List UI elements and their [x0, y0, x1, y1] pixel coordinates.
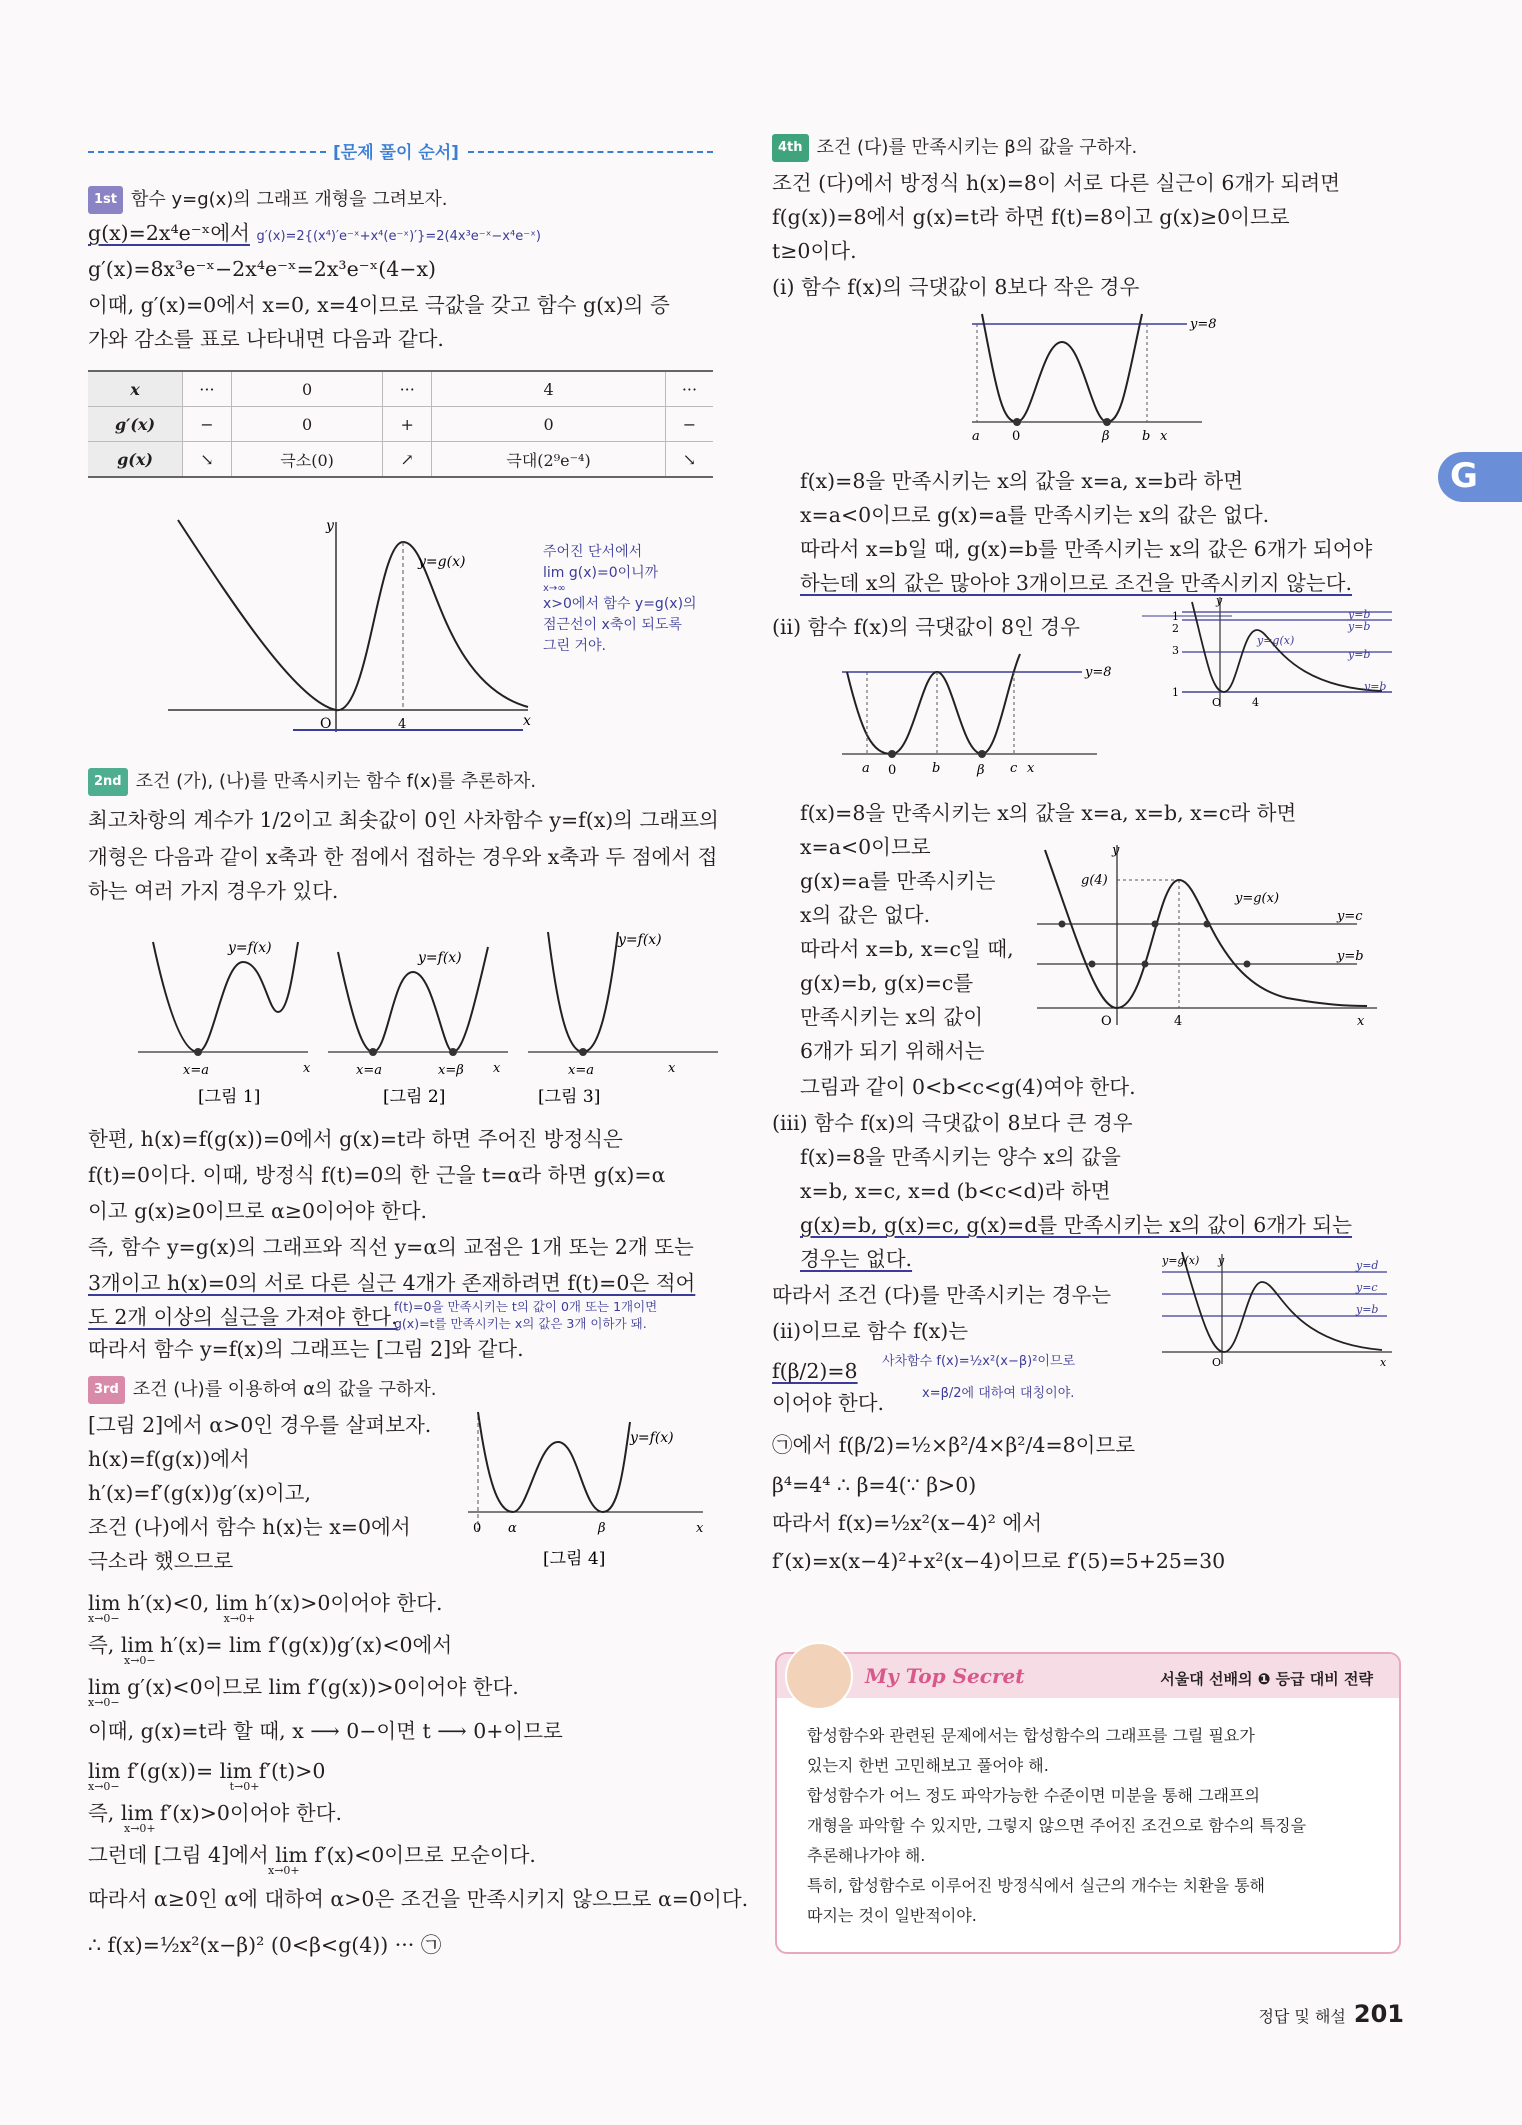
- case1-title: (i) 함수 f(x)의 극댓값이 8보다 작은 경우: [772, 275, 1140, 299]
- fig2-caption: [그림 2]: [383, 1087, 446, 1107]
- fig3-x: x: [668, 1061, 676, 1076]
- c1-x: x: [1160, 429, 1168, 444]
- e-line5: ㉠에서 f(β/2)=½×β²/4×β²/4=8이므로: [772, 1433, 1136, 1457]
- p-line3: 이고 g(x)≥0이므로 α≥0이어야 한다.: [88, 1199, 428, 1223]
- table-row: [88, 442, 713, 478]
- p-l6n2: g(x)=t를 만족시키는 x의 값은 3개 이하가 돼.: [394, 1316, 647, 1331]
- table-cell: ↗: [383, 442, 432, 478]
- s3-line5: 극소라 했으므로: [88, 1549, 234, 1573]
- fig2-xa: x=a: [356, 1063, 382, 1078]
- p-l6n1: f(t)=0을 만족시키는 t의 값이 0개 또는 1개이면: [394, 1299, 658, 1314]
- c1-y8: y=8: [1190, 317, 1217, 332]
- c2g-gx: y=g(x): [1235, 891, 1280, 906]
- s3-line8-sub: x→0−: [88, 1696, 120, 1709]
- g1-note1: 주어진 단서에서: [543, 544, 643, 560]
- g1-note4: 점근선이 x축이 되도록: [543, 617, 682, 633]
- case1-graph: [972, 312, 1252, 447]
- c2-line7: 만족시키는 x의 값이: [800, 1005, 984, 1029]
- s3-line2: h(x)=f(g(x))에서: [88, 1447, 250, 1471]
- e-l3: f(β/2)=8: [772, 1359, 858, 1383]
- secret-line1: 합성함수와 관련된 문제에서는 합성함수의 그래프를 그릴 필요가: [807, 1726, 1255, 1745]
- figure-4: [458, 1402, 718, 1582]
- c3-line1: f(x)=8을 만족시키는 양수 x의 값을: [800, 1145, 1121, 1169]
- c1-line2: x=a<0이므로 g(x)=a를 만족시키는 x의 값은 없다.: [800, 503, 1270, 527]
- mini-o: O: [1212, 696, 1222, 709]
- mini-yb2: y=b: [1348, 620, 1371, 633]
- c2-line9: 그림과 같이 0<b<c<g(4)여야 한다.: [800, 1075, 1136, 1099]
- secret-line5: 추론해나가야 해.: [807, 1846, 926, 1865]
- s2-line2: 개형은 다음과 같이 x축과 한 점에서 접하는 경우와 x축과 두 점에서 접: [88, 845, 718, 869]
- e-line1: 따라서 조건 (다)를 만족시키는 경우는: [772, 1283, 1112, 1307]
- mini-n1: 1: [1172, 610, 1179, 623]
- table-row: [88, 371, 713, 407]
- table-cell: g′(x): [88, 407, 183, 442]
- c2-line5: 따라서 x=b, x=c일 때,: [800, 937, 1014, 961]
- s3-line3: h′(x)=f′(g(x))g′(x)이고,: [88, 1481, 311, 1505]
- secret-line3: 합성함수가 어느 정도 파악가능한 수준이면 미분을 통해 그래프의: [807, 1786, 1260, 1805]
- increase-decrease-table: [88, 370, 713, 478]
- c2-a: a: [862, 761, 870, 776]
- c2-line1: f(x)=8을 만족시키는 x의 값을 x=a, x=b, x=c라 하면: [800, 801, 1297, 825]
- fig4-caption: [그림 4]: [543, 1549, 606, 1569]
- step3-title-text: 조건 (나)를 이용하여 α의 값을 구하자.: [132, 1379, 437, 1400]
- c2-line2: x=a<0이므로: [800, 835, 931, 859]
- c3-o: O: [1212, 1356, 1222, 1369]
- section-tab-label: G: [1450, 456, 1478, 496]
- s3-line12-sub: x→0+: [268, 1864, 300, 1877]
- s4-line2: f(g(x))=8에서 g(x)=t라 하면 f(t)=8이고 g(x)≥0이므로: [772, 205, 1290, 229]
- p-line7: 따라서 함수 y=f(x)의 그래프는 [그림 2]와 같다.: [88, 1337, 524, 1361]
- c3-l3: g(x)=b, g(x)=c, g(x)=d를 만족시키는 x의 값이 6개가 되는: [800, 1213, 1352, 1237]
- mini-n3: 3: [1172, 644, 1179, 657]
- table-cell: g(x): [88, 442, 183, 478]
- table-cell: ···: [383, 371, 432, 407]
- page-footer: [1258, 2000, 1404, 2028]
- s3-l6s2: x→0+: [223, 1612, 256, 1625]
- case2-g-graph: [1037, 840, 1382, 1040]
- p-l5: 3개이고 h(x)=0의 서로 다른 실근 4개가 존재하려면 f(t)=0은 적어: [88, 1271, 696, 1295]
- c3-line3: [800, 1212, 1352, 1238]
- s3-line12: 그런데 [그림 4]에서 lim f′(x)<0이므로 모순이다.: [88, 1843, 536, 1867]
- c3-x: x: [1380, 1356, 1387, 1369]
- section-tab: [1438, 452, 1522, 502]
- mini-yb3: y=b: [1348, 648, 1371, 661]
- case3-graph: [1162, 1252, 1397, 1372]
- e-line2: (ii)이므로 함수 f(x)는: [772, 1319, 969, 1343]
- g1-note2-sub: x→∞: [543, 583, 566, 594]
- table-cell: x: [88, 371, 183, 407]
- header-dash-left: [88, 151, 326, 153]
- fig1-xa: x=a: [183, 1063, 209, 1078]
- step1-title: [88, 186, 448, 214]
- c2-b: b: [932, 761, 941, 776]
- table-cell: 극대(2⁹e⁻⁴): [432, 442, 666, 478]
- fig3-caption: [그림 3]: [538, 1087, 601, 1107]
- g1-y: y: [326, 518, 334, 534]
- c1-a: a: [972, 429, 980, 444]
- e-line3: [772, 1358, 858, 1384]
- p-line1: 한편, h(x)=f(g(x))=0에서 g(x)=t라 하면 주어진 방정식은: [88, 1127, 623, 1151]
- secret-subtitle: 서울대 선배의 ❶ 등급 대비 전략: [1160, 1670, 1373, 1688]
- c3-yb: y=b: [1356, 1303, 1379, 1316]
- step3-badge: 3rd: [88, 1376, 125, 1404]
- table-cell: −: [183, 407, 232, 442]
- s4-line3: t≥0이다.: [772, 239, 857, 263]
- step2-title-text: 조건 (가), (나)를 만족시키는 함수 f(x)를 추론하자.: [135, 771, 537, 792]
- c1-o: 0: [1012, 429, 1021, 444]
- s1-l1-note: g′(x)=2{(x⁴)′e⁻ˣ+x⁴(e⁻ˣ)′}=2(4x³e⁻ˣ−x⁴e⁻ˣ): [256, 229, 541, 244]
- p-line6-note: [394, 1298, 657, 1332]
- p-line4: 즉, 함수 y=g(x)의 그래프와 직선 y=α의 교점은 1개 또는 2개 또는: [88, 1235, 694, 1259]
- c2-o: 0: [888, 763, 897, 778]
- step1-badge: 1st: [88, 186, 123, 214]
- s1-line3: 이때, g′(x)=0에서 x=0, x=4이므로 극값을 갖고 함수 g(x)의 증: [88, 293, 670, 317]
- c2-line4: x의 값은 없다.: [800, 903, 931, 927]
- step4-title-text: 조건 (다)를 만족시키는 β의 값을 구하자.: [816, 137, 1138, 158]
- my-top-secret-box: [775, 1652, 1401, 1954]
- e-line8: f′(x)=x(x−4)²+x²(x−4)이므로 f′(5)=5+25=30: [772, 1549, 1226, 1573]
- c2g-yc: y=c: [1337, 909, 1363, 924]
- c2g-yb: y=b: [1337, 949, 1364, 964]
- c3-line2: x=b, x=c, x=d (b<c<d)라 하면: [800, 1179, 1111, 1203]
- fig4-label: y=f(x): [630, 1430, 674, 1446]
- g1-x: x: [523, 713, 531, 729]
- header-title: [문제 풀이 순서]: [333, 143, 459, 163]
- mini-yb4: y=b: [1364, 680, 1387, 693]
- s3-line10: lim f′(g(x))= lim f′(t)>0: [88, 1759, 326, 1783]
- step1-title-text: 함수 y=g(x)의 그래프 개형을 그려보자.: [131, 189, 448, 210]
- c3-y: y: [1218, 1254, 1225, 1267]
- fig4-b: β: [598, 1521, 606, 1536]
- case3-title: (iii) 함수 f(x)의 극댓값이 8보다 큰 경우: [772, 1111, 1133, 1135]
- fig2-x: x: [493, 1061, 501, 1076]
- g1-note5: 그린 거야.: [543, 638, 606, 654]
- e-l3-note2: x=β/2에 대하여 대칭이야.: [922, 1386, 1075, 1401]
- c2-line8: 6개가 되기 위해서는: [800, 1039, 985, 1063]
- g1-four: 4: [398, 717, 407, 732]
- table-cell: 0: [432, 407, 666, 442]
- step4-badge: 4th: [772, 134, 809, 162]
- fig1-caption: [그림 1]: [198, 1087, 261, 1107]
- p-line6: [88, 1304, 398, 1330]
- c3-yd: y=d: [1356, 1259, 1379, 1272]
- s3-line6-sub: [88, 1613, 255, 1625]
- fig4-a: α: [508, 1521, 517, 1536]
- g1-note: [543, 542, 697, 657]
- c3-gx: y=g(x): [1162, 1254, 1200, 1267]
- c1-line3: 따라서 x=b일 때, g(x)=b를 만족시키는 x의 값은 6개가 되어야: [800, 537, 1373, 561]
- c2g-o: O: [1101, 1014, 1112, 1029]
- fig1-label: y=f(x): [228, 940, 272, 956]
- table-cell: 0: [231, 371, 382, 407]
- c3-yc: y=c: [1356, 1281, 1378, 1294]
- c1-b: β: [1102, 429, 1110, 444]
- s3-line1: [그림 2]에서 α>0인 경우를 살펴보자.: [88, 1413, 432, 1437]
- table-cell: ↘: [183, 442, 232, 478]
- table-cell: ↘: [665, 442, 713, 478]
- fig2-label: y=f(x): [418, 950, 462, 966]
- s3-l6s1: x→0−: [88, 1612, 120, 1625]
- mini-gx: y=g(x): [1257, 634, 1295, 647]
- g1-label: y=g(x): [418, 554, 466, 570]
- g1-o: O: [320, 716, 332, 732]
- case2-title: (ii) 함수 f(x)의 극댓값이 8인 경우: [772, 615, 1080, 639]
- c1-l4: 하는데 x의 값은 많아야 3개이므로 조건을 만족시키지 않는다.: [800, 571, 1353, 595]
- e-line6: β⁴=4⁴ ∴ β=4(∵ β>0): [772, 1473, 977, 1497]
- g1-note2: lim g(x)=0이니까: [543, 565, 659, 581]
- c3-l4: 경우는 없다.: [800, 1247, 913, 1271]
- fig3-label: y=f(x): [618, 932, 662, 948]
- s1-line1: [88, 220, 541, 250]
- secret-title: My Top Secret: [865, 1664, 1025, 1688]
- p-line2: f(t)=0이다. 이때, 방정식 f(t)=0의 한 근을 t=α라 하면 g(x)=α: [88, 1163, 666, 1187]
- c2-be: β: [977, 763, 985, 778]
- e-line4: 이어야 한다.: [772, 1391, 885, 1415]
- fig4-x: x: [696, 1521, 704, 1536]
- s3-line14: ∴ f(x)=½x²(x−β)² (0<β<g(4)) ··· ㉠: [88, 1933, 442, 1957]
- step2-title: [88, 768, 536, 796]
- secret-line4: 개형을 파악할 수 있지만, 그렇지 않으면 주어진 조건으로 함수의 특징을: [807, 1816, 1307, 1835]
- fig4-o: 0: [473, 1521, 482, 1536]
- p-l6: 도 2개 이상의 실근을 가져야 한다.: [88, 1305, 398, 1329]
- c3-line4: [800, 1246, 912, 1272]
- fig3-xa: x=a: [568, 1063, 594, 1078]
- table-cell: 극소(0): [231, 442, 382, 478]
- mini-n1b: 1: [1172, 686, 1179, 699]
- s3-line11: 즉, lim f′(x)>0이어야 한다.: [88, 1801, 342, 1825]
- s3-line7: 즉, lim h′(x)= lim f′(g(x))g′(x)<0에서: [88, 1633, 453, 1657]
- step2-badge: 2nd: [88, 768, 128, 796]
- c2-line6: g(x)=b, g(x)=c를: [800, 971, 974, 995]
- step3-title: [88, 1376, 436, 1404]
- case2-graph: [842, 644, 1142, 784]
- s1-l1: g(x)=2x⁴e⁻ˣ에서: [88, 221, 250, 245]
- s4-line1: 조건 (다)에서 방정식 h(x)=8이 서로 다른 실근이 6개가 되려면: [772, 171, 1341, 195]
- table-cell: ···: [183, 371, 232, 407]
- fig2-xb: x=β: [438, 1063, 464, 1078]
- s3-line4: 조건 (나)에서 함수 h(x)는 x=0에서: [88, 1515, 411, 1539]
- mini-four: 4: [1252, 696, 1259, 709]
- s3-line8: lim g′(x)<0이므로 lim f′(g(x))>0이어야 한다.: [88, 1675, 519, 1699]
- c1-line1: f(x)=8을 만족시키는 x의 값을 x=a, x=b라 하면: [800, 469, 1243, 493]
- secret-line6: 특히, 합성함수로 이루어진 방정식에서 실근의 개수는 치환을 통해: [807, 1876, 1266, 1895]
- c2g-x: x: [1357, 1014, 1365, 1029]
- c2g-four: 4: [1174, 1014, 1183, 1029]
- section-header: [88, 138, 713, 166]
- s3-line7-sub: x→0−: [124, 1654, 156, 1667]
- s2-line1: 최고차항의 계수가 1/2이고 최솟값이 0인 사차함수 y=f(x)의 그래프의: [88, 808, 719, 832]
- s3-line13: 따라서 α≥0인 α에 대하여 α>0은 조건을 만족시키지 않으므로 α=0이다.: [88, 1887, 749, 1911]
- e-line7: 따라서 f(x)=½x²(x−4)² 에서: [772, 1511, 1043, 1535]
- c2-x: x: [1027, 761, 1035, 776]
- header-dash-right: [468, 151, 713, 153]
- s3-line11-sub: x→0+: [124, 1822, 156, 1835]
- secret-line7: 따지는 것이 일반적이야.: [807, 1906, 977, 1925]
- c1-bb: b: [1142, 429, 1151, 444]
- table-cell: 4: [432, 371, 666, 407]
- c2g-y: y: [1112, 843, 1120, 858]
- s1-line4: 가와 감소를 표로 나타내면 다음과 같다.: [88, 327, 444, 351]
- s1-line2: g′(x)=8x³e⁻ˣ−2x⁴e⁻ˣ=2x³e⁻ˣ(4−x): [88, 257, 437, 281]
- page-number: 201: [1353, 2000, 1404, 2028]
- table-cell: −: [665, 407, 713, 442]
- mini-graph: [1142, 592, 1402, 712]
- c2-line3: g(x)=a를 만족시키는: [800, 869, 996, 893]
- step4-title: [772, 134, 1137, 162]
- fig1-x: x: [303, 1061, 311, 1076]
- table-row: [88, 407, 713, 442]
- c2-c: c: [1010, 761, 1018, 776]
- g1-note3: x>0에서 함수 y=g(x)의: [543, 596, 697, 612]
- table-cell: ···: [665, 371, 713, 407]
- mini-n2: 2: [1172, 622, 1179, 635]
- c2g-g4: g(4): [1081, 873, 1108, 888]
- p-line5: [88, 1270, 695, 1296]
- c2-y8: y=8: [1085, 665, 1112, 680]
- s2-line3: 하는 여러 가지 경우가 있다.: [88, 879, 339, 903]
- secret-line2: 있는지 한번 고민해보고 풀어야 해.: [807, 1756, 1049, 1775]
- s3-line9: 이때, g(x)=t라 할 때, x ⟶ 0−이면 t ⟶ 0+이므로: [88, 1719, 563, 1743]
- s3-l10s2: t→0+: [229, 1780, 260, 1793]
- table-cell: 0: [231, 407, 382, 442]
- mini-y: y: [1216, 594, 1223, 607]
- table-cell: +: [383, 407, 432, 442]
- avatar: [785, 1642, 853, 1710]
- s3-l10s1: x→0−: [88, 1780, 120, 1793]
- mini-yb1: y=b: [1348, 608, 1371, 621]
- e-l3-note1: 사차함수 f(x)=½x²(x−β)²이므로: [882, 1354, 1076, 1369]
- s3-line6: lim h′(x)<0, lim h′(x)>0이어야 한다.: [88, 1591, 443, 1615]
- s3-line10-sub: [88, 1781, 260, 1793]
- figures-1-3: [128, 932, 728, 1112]
- footer-label: 정답 및 해설: [1258, 2007, 1346, 2026]
